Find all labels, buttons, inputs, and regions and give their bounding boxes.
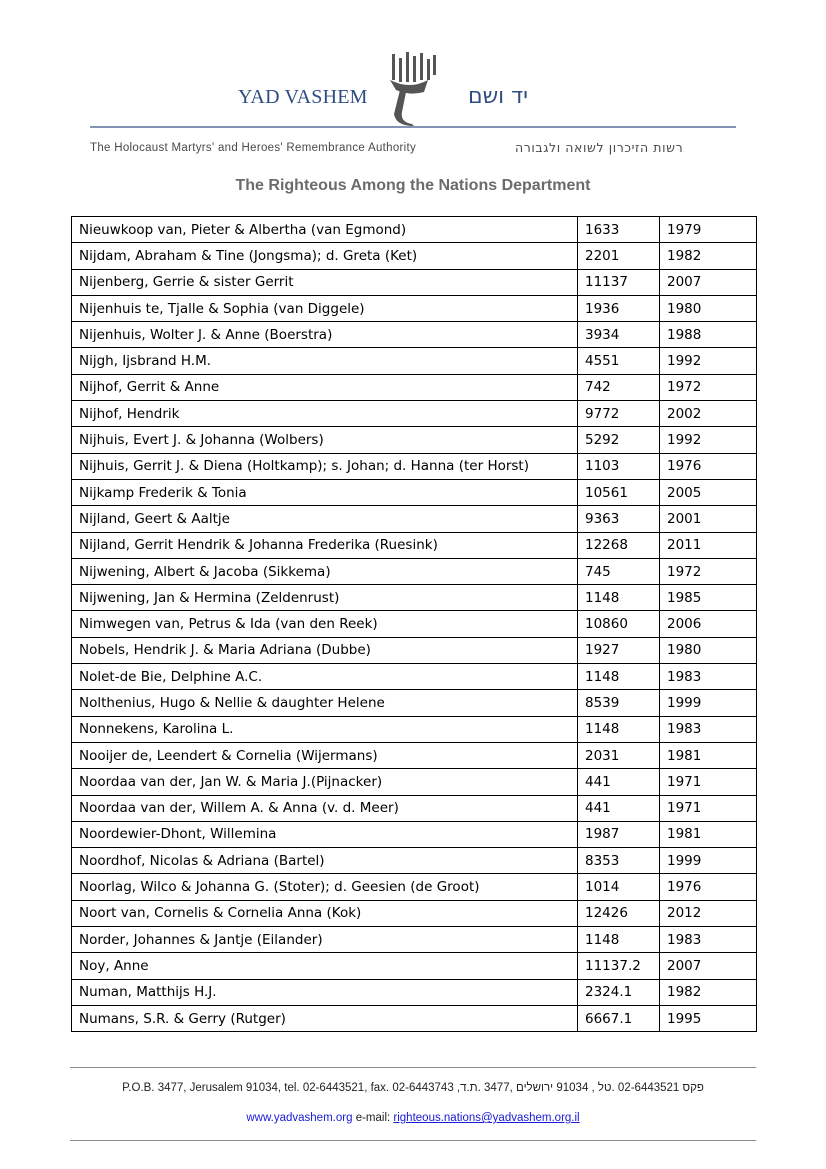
recognition-year-cell: 1988 bbox=[660, 322, 757, 348]
table-row bbox=[72, 401, 757, 427]
recognition-year-cell: 1976 bbox=[660, 874, 757, 900]
recognition-year-cell: 2005 bbox=[660, 479, 757, 505]
footer-contact bbox=[0, 1112, 826, 1124]
recognition-year-cell: 1982 bbox=[660, 243, 757, 269]
file-number-cell: 3934 bbox=[578, 322, 660, 348]
recognition-year-cell: 1983 bbox=[660, 927, 757, 953]
table-row bbox=[72, 479, 757, 505]
recognition-year-cell: 1983 bbox=[660, 716, 757, 742]
rescuer-name-cell: Nobels, Hendrik J. & Maria Adriana (Dubbe) bbox=[72, 637, 578, 663]
recognition-year-cell: 2012 bbox=[660, 900, 757, 926]
rescuer-name-cell: Nijwening, Albert & Jacoba (Sikkema) bbox=[72, 558, 578, 584]
table-row bbox=[72, 585, 757, 611]
rescuer-name-cell: Nijhuis, Evert J. & Johanna (Wolbers) bbox=[72, 427, 578, 453]
rescuer-name-cell: Nijhof, Hendrik bbox=[72, 401, 578, 427]
rescuer-name-cell: Noorlag, Wilco & Johanna G. (Stoter); d. Geesien (de Groot) bbox=[72, 874, 578, 900]
file-number-cell: 10561 bbox=[578, 479, 660, 505]
logo-text-en: YAD VASHEM bbox=[238, 86, 368, 108]
email-link[interactable]: righteous.nations@yadvashem.org.il bbox=[393, 1112, 580, 1124]
file-number-cell: 2031 bbox=[578, 742, 660, 768]
rescuer-name-cell: Nijwening, Jan & Hermina (Zeldenrust) bbox=[72, 585, 578, 611]
recognition-year-cell: 1992 bbox=[660, 348, 757, 374]
menorah-logo-icon bbox=[384, 50, 440, 128]
rescuer-name-cell: Nijdam, Abraham & Tine (Jongsma); d. Greta (Ket) bbox=[72, 243, 578, 269]
records-table-body bbox=[72, 217, 757, 1032]
recognition-year-cell: 1971 bbox=[660, 795, 757, 821]
table-row bbox=[72, 664, 757, 690]
file-number-cell: 1633 bbox=[578, 217, 660, 243]
table-row bbox=[72, 637, 757, 663]
table-row bbox=[72, 874, 757, 900]
recognition-year-cell: 1980 bbox=[660, 295, 757, 321]
rescuer-name-cell: Nijenhuis te, Tjalle & Sophia (van Diggele) bbox=[72, 295, 578, 321]
file-number-cell: 1148 bbox=[578, 927, 660, 953]
rescuer-name-cell: Nieuwkoop van, Pieter & Albertha (van Egmond) bbox=[72, 217, 578, 243]
rescuer-name-cell: Norder, Johannes & Jantje (Eilander) bbox=[72, 927, 578, 953]
file-number-cell: 2324.1 bbox=[578, 979, 660, 1005]
recognition-year-cell: 2011 bbox=[660, 532, 757, 558]
rescuer-name-cell: Nijenberg, Gerrie & sister Gerrit bbox=[72, 269, 578, 295]
recognition-year-cell: 1999 bbox=[660, 848, 757, 874]
recognition-year-cell: 1972 bbox=[660, 374, 757, 400]
rescuer-name-cell: Noordaa van der, Jan W. & Maria J.(Pijnacker) bbox=[72, 769, 578, 795]
table-row bbox=[72, 558, 757, 584]
recognition-year-cell: 1999 bbox=[660, 690, 757, 716]
table-row bbox=[72, 453, 757, 479]
table-row bbox=[72, 427, 757, 453]
recognition-year-cell: 1980 bbox=[660, 637, 757, 663]
recognition-year-cell: 1983 bbox=[660, 664, 757, 690]
table-row bbox=[72, 374, 757, 400]
table-row bbox=[72, 848, 757, 874]
table-row bbox=[72, 769, 757, 795]
file-number-cell: 5292 bbox=[578, 427, 660, 453]
file-number-cell: 1936 bbox=[578, 295, 660, 321]
recognition-year-cell: 2007 bbox=[660, 953, 757, 979]
footer-address: P.O.B. 3477, Jerusalem 91034, tel. 02-6443521, fax. 02-6443743 ,פקס 02-6443521 .טל , 91034 ירושלים ,3477 .ת.ד bbox=[122, 1082, 704, 1094]
recognition-year-cell: 1972 bbox=[660, 558, 757, 584]
rescuer-name-cell: Nijkamp Frederik & Tonia bbox=[72, 479, 578, 505]
file-number-cell: 745 bbox=[578, 558, 660, 584]
file-number-cell: 1927 bbox=[578, 637, 660, 663]
table-row bbox=[72, 742, 757, 768]
file-number-cell: 441 bbox=[578, 769, 660, 795]
table-row bbox=[72, 269, 757, 295]
recognition-year-cell: 1971 bbox=[660, 769, 757, 795]
rescuer-name-cell: Nijland, Gerrit Hendrik & Johanna Frederika (Ruesink) bbox=[72, 532, 578, 558]
table-row bbox=[72, 900, 757, 926]
righteous-records-table bbox=[71, 216, 757, 1032]
recognition-year-cell: 1979 bbox=[660, 217, 757, 243]
recognition-year-cell: 2007 bbox=[660, 269, 757, 295]
rescuer-name-cell: Noordaa van der, Willem A. & Anna (v. d. Meer) bbox=[72, 795, 578, 821]
file-number-cell: 1103 bbox=[578, 453, 660, 479]
recognition-year-cell: 1982 bbox=[660, 979, 757, 1005]
file-number-cell: 12426 bbox=[578, 900, 660, 926]
file-number-cell: 742 bbox=[578, 374, 660, 400]
rescuer-name-cell: Nonnekens, Karolina L. bbox=[72, 716, 578, 742]
file-number-cell: 9772 bbox=[578, 401, 660, 427]
rescuer-name-cell: Nijhuis, Gerrit J. & Diena (Holtkamp); s. Johan; d. Hanna (ter Horst) bbox=[72, 453, 578, 479]
table-row bbox=[72, 611, 757, 637]
rescuer-name-cell: Numans, S.R. & Gerry (Rutger) bbox=[72, 1005, 578, 1031]
file-number-cell: 8539 bbox=[578, 690, 660, 716]
table-row bbox=[72, 690, 757, 716]
table-row bbox=[72, 716, 757, 742]
rescuer-name-cell: Noordewier-Dhont, Willemina bbox=[72, 821, 578, 847]
file-number-cell: 6667.1 bbox=[578, 1005, 660, 1031]
file-number-cell: 11137.2 bbox=[578, 953, 660, 979]
table-row bbox=[72, 1005, 757, 1031]
file-number-cell: 9363 bbox=[578, 506, 660, 532]
logo-text-he: יד ושם bbox=[468, 84, 529, 109]
table-row bbox=[72, 795, 757, 821]
table-row bbox=[72, 348, 757, 374]
file-number-cell: 1148 bbox=[578, 716, 660, 742]
recognition-year-cell: 2002 bbox=[660, 401, 757, 427]
rescuer-name-cell: Nijland, Geert & Aaltje bbox=[72, 506, 578, 532]
recognition-year-cell: 1981 bbox=[660, 821, 757, 847]
rescuer-name-cell: Nolet-de Bie, Delphine A.C. bbox=[72, 664, 578, 690]
authority-name-he: רשות הזיכרון לשואה ולגבורה bbox=[515, 140, 684, 155]
rescuer-name-cell: Noort van, Cornelis & Cornelia Anna (Kok) bbox=[72, 900, 578, 926]
file-number-cell: 11137 bbox=[578, 269, 660, 295]
recognition-year-cell: 1985 bbox=[660, 585, 757, 611]
recognition-year-cell: 2006 bbox=[660, 611, 757, 637]
recognition-year-cell: 2001 bbox=[660, 506, 757, 532]
table-row bbox=[72, 322, 757, 348]
recognition-year-cell: 1992 bbox=[660, 427, 757, 453]
rescuer-name-cell: Nooijer de, Leendert & Cornelia (Wijermans) bbox=[72, 742, 578, 768]
file-number-cell: 1987 bbox=[578, 821, 660, 847]
rescuer-name-cell: Nijenhuis, Wolter J. & Anne (Boerstra) bbox=[72, 322, 578, 348]
file-number-cell: 8353 bbox=[578, 848, 660, 874]
rescuer-name-cell: Nijgh, Ijsbrand H.M. bbox=[72, 348, 578, 374]
file-number-cell: 1014 bbox=[578, 874, 660, 900]
table-row bbox=[72, 979, 757, 1005]
department-title: The Righteous Among the Nations Department bbox=[235, 177, 591, 194]
table-row bbox=[72, 217, 757, 243]
rescuer-name-cell: Nolthenius, Hugo & Nellie & daughter Helene bbox=[72, 690, 578, 716]
recognition-year-cell: 1976 bbox=[660, 453, 757, 479]
footer-divider-bottom bbox=[70, 1140, 756, 1141]
email-label: e-mail: bbox=[355, 1112, 391, 1124]
rescuer-name-cell: Noordhof, Nicolas & Adriana (Bartel) bbox=[72, 848, 578, 874]
file-number-cell: 2201 bbox=[578, 243, 660, 269]
table-row bbox=[72, 506, 757, 532]
file-number-cell: 441 bbox=[578, 795, 660, 821]
table-row bbox=[72, 243, 757, 269]
rescuer-name-cell: Numan, Matthijs H.J. bbox=[72, 979, 578, 1005]
header-divider bbox=[90, 126, 736, 128]
file-number-cell: 4551 bbox=[578, 348, 660, 374]
website-link[interactable]: www.yadvashem.org bbox=[246, 1112, 353, 1124]
table-row bbox=[72, 927, 757, 953]
table-row bbox=[72, 821, 757, 847]
file-number-cell: 1148 bbox=[578, 585, 660, 611]
file-number-cell: 1148 bbox=[578, 664, 660, 690]
rescuer-name-cell: Nimwegen van, Petrus & Ida (van den Reek) bbox=[72, 611, 578, 637]
footer-divider-top bbox=[70, 1067, 756, 1068]
table-row bbox=[72, 953, 757, 979]
recognition-year-cell: 1981 bbox=[660, 742, 757, 768]
table-row bbox=[72, 532, 757, 558]
file-number-cell: 12268 bbox=[578, 532, 660, 558]
rescuer-name-cell: Noy, Anne bbox=[72, 953, 578, 979]
table-row bbox=[72, 295, 757, 321]
authority-name-en: The Holocaust Martyrs' and Heroes' Remembrance Authority bbox=[90, 142, 417, 154]
recognition-year-cell: 1995 bbox=[660, 1005, 757, 1031]
file-number-cell: 10860 bbox=[578, 611, 660, 637]
rescuer-name-cell: Nijhof, Gerrit & Anne bbox=[72, 374, 578, 400]
